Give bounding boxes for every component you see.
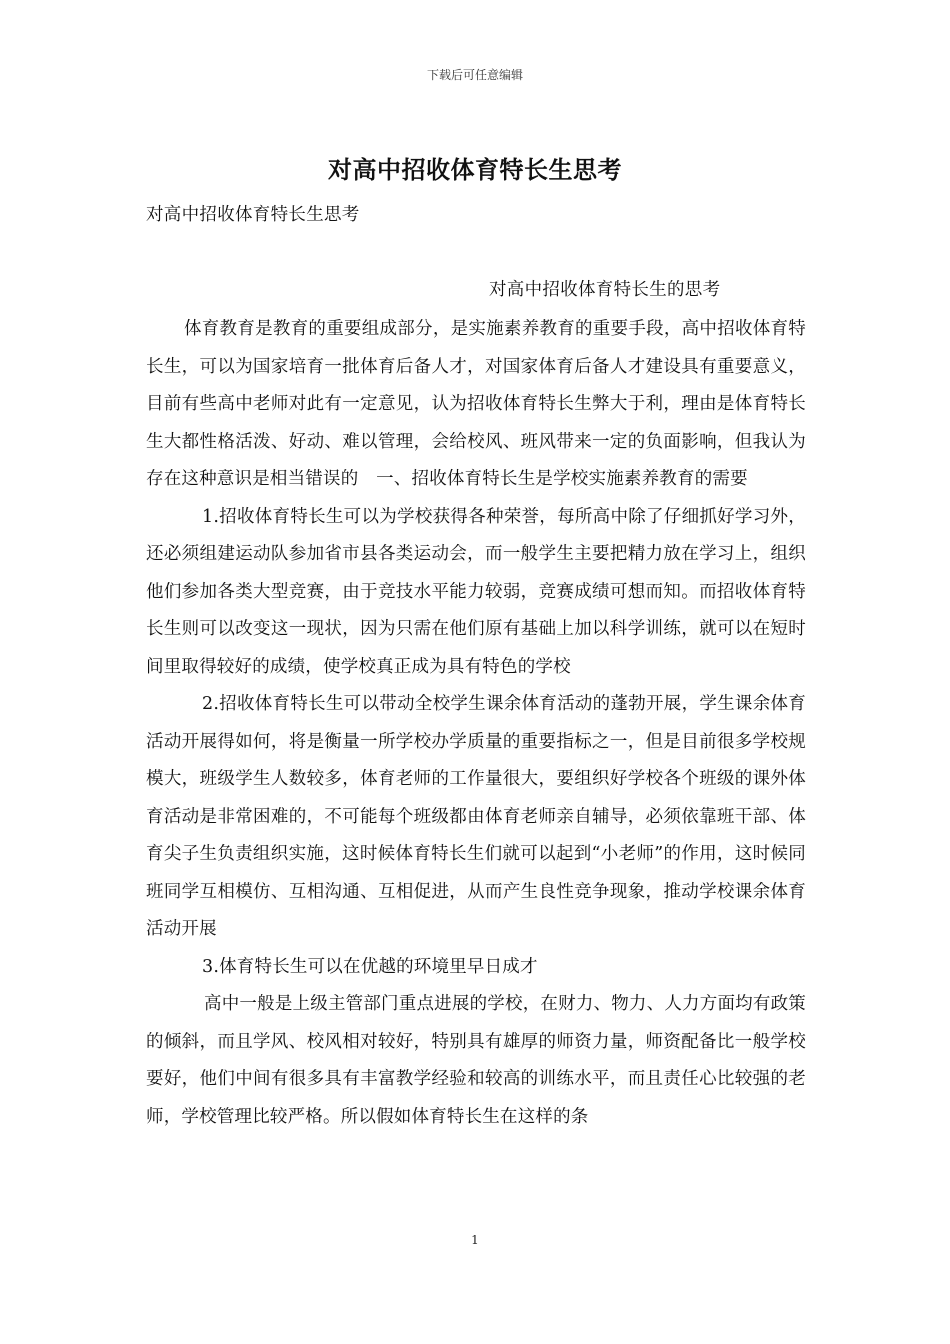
document-subtitle: 对高中招收体育特长生思考 xyxy=(146,205,360,225)
page-number: 1 xyxy=(471,1233,479,1247)
paragraph-intro: 体育教育是教育的重要组成部分，是实施素养教育的重要手段，高中招收体育特长生，可以为国家培育一批体育后备人才，对国家体育后备人才建设具有重要意义，目前有些高中老师对此有一定意见，认为招收体育特长生弊大于利，理由是体育特长生大都性格活泼、好动、难以管理，会给校风、班风带来一定的负面影响，但我认为存在这种意识是相当错误的 一、招收体育特长生是学校实施素养教育的需要 xyxy=(146,319,806,489)
paragraph-point-3-body: 高中一般是上级主管部门重点进展的学校，在财力、物力、人力方面均有政策的倾斜，而且学风、校风相对较好，特别具有雄厚的师资力量，师资配备比一般学校要好，他们中间有很多具有丰富教学经验和较高的训练水平，而且责任心比较强的老师，学校管理比较严格。所以假如体育特长生在这样的条 xyxy=(146,994,806,1127)
paragraph-point-1: 1.招收体育特长生可以为学校获得各种荣誉，每所高中除了仔细抓好学习外，还必须组建运动队参加省市县各类运动会，而一般学生主要把精力放在学习上，组织他们参加各类大型竞赛，由于竞技水平能力较弱，竞赛成绩可想而知。而招收体育特长生则可以改变这一现状，因为只需在他们原有基础上加以科学训练，就可以在短时间里取得较好的成绩，使学校真正成为具有特色的学校 xyxy=(146,506,806,677)
paragraph-point-2: 2.招收体育特长生可以带动全校学生课余体育活动的蓬勃开展，学生课余体育活动开展得如何，将是衡量一所学校办学质量的重要指标之一，但是目前很多学校规模大，班级学生人数较多，体育老师的工作量很大，要组织好学校各个班级的课外体育活动是非常困难的，不可能每个班级都由体育老师亲自辅导，必须依靠班干部、体育尖子生负责组织实施，这时候体育特长生们就可以起到“小老师”的作用，这时候同班同学互相模仿、互相沟通、互相促进，从而产生良性竞争现象，推动学校课余体育活动开展 xyxy=(146,694,806,939)
paragraph-point-3-heading: 3.体育特长生可以在优越的环境里早日成才 xyxy=(202,956,538,977)
page-header-note: 下载后可任意编辑 xyxy=(426,68,523,82)
section-title: 对高中招收体育特长生的思考 xyxy=(489,280,721,300)
document-body xyxy=(146,311,806,1136)
document-title: 对高中招收体育特长生思考 xyxy=(328,155,622,184)
